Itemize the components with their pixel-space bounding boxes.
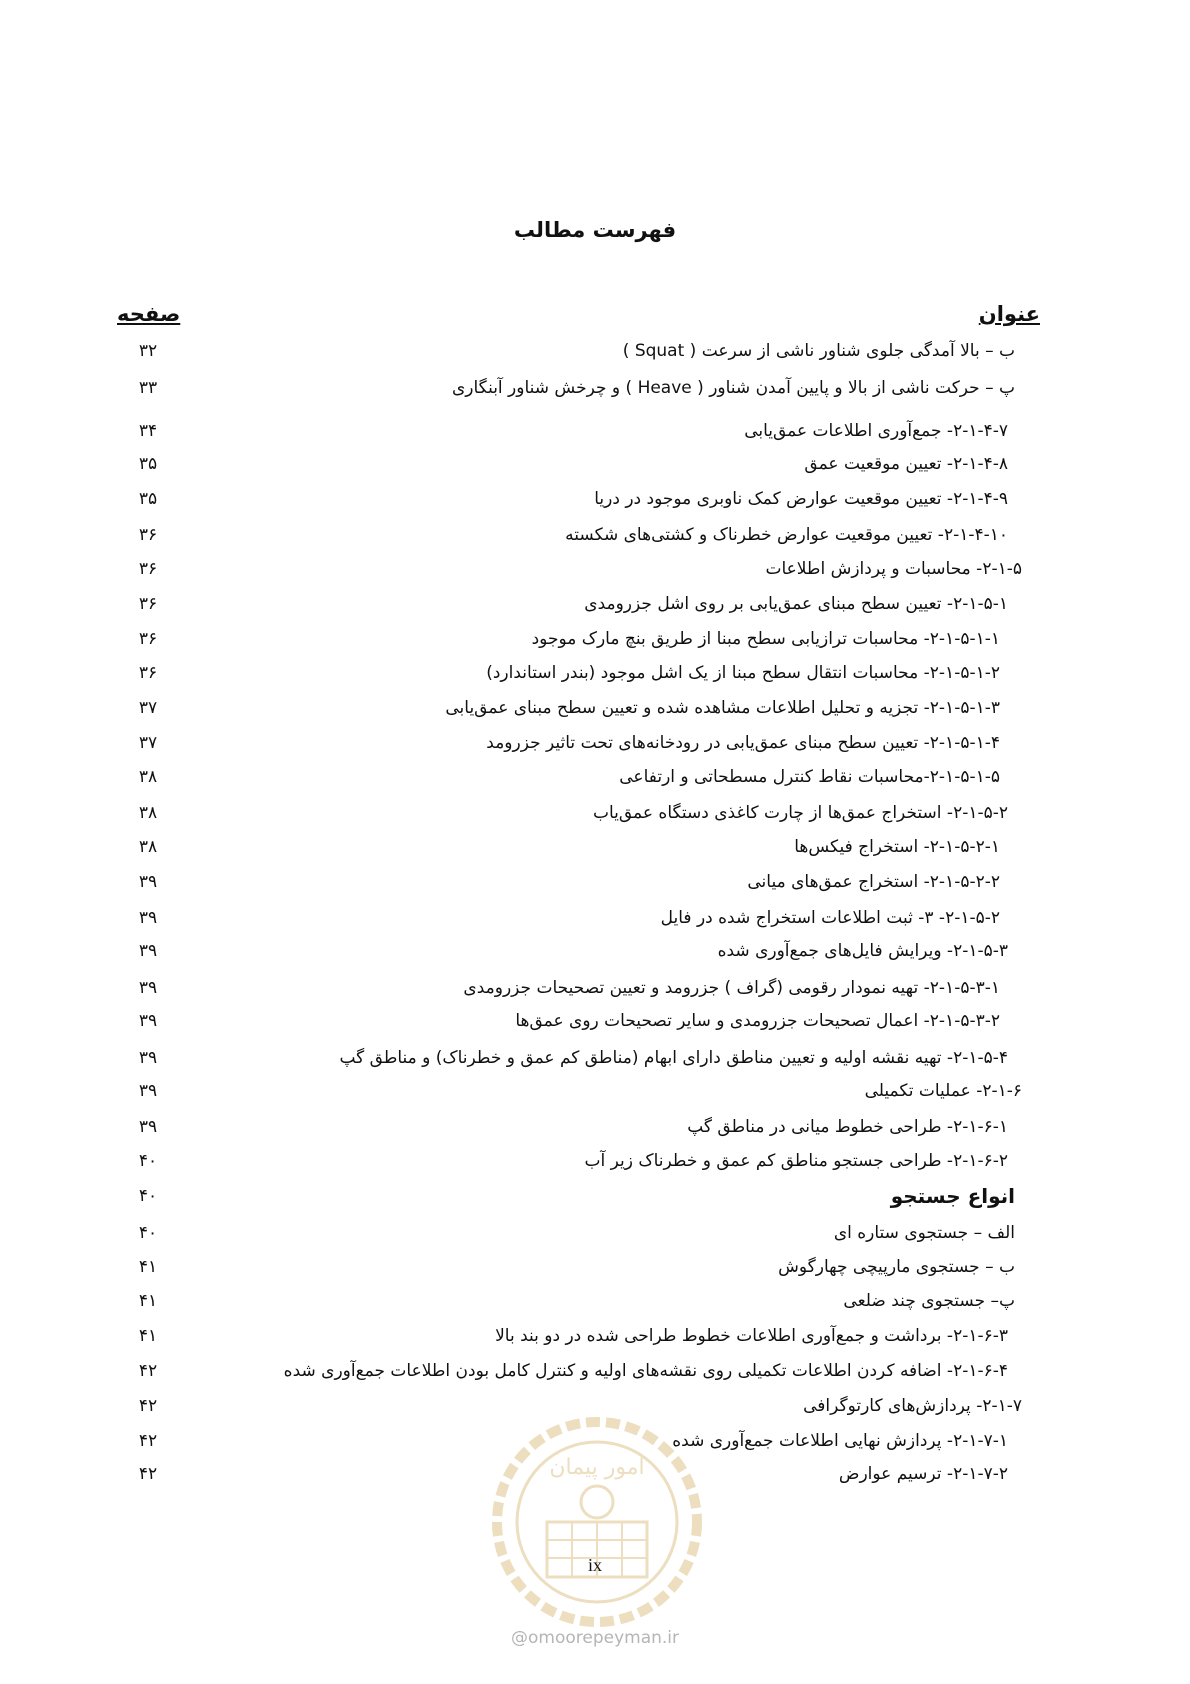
toc-entry — [0, 1323, 1190, 1359]
toc-entry-page: ۳۹ — [138, 872, 158, 892]
toc-entry-page: ۳۲ — [138, 341, 158, 361]
toc-entry — [0, 764, 1190, 800]
toc-entry-page: ۴۱ — [138, 1291, 158, 1311]
toc-entry-title: ۲-۱-۵-۱-۱- محاسبات ترازیابی سطح مبنا از طریق بنچ مارک موجود — [531, 629, 1000, 649]
toc-entry — [0, 1078, 1190, 1114]
toc-entry-page: ۳۴ — [138, 421, 158, 441]
toc-entry — [0, 375, 1190, 411]
toc-entry-title: ۲-۱-۵-۳-۱- تهیه نمودار رقومی (گراف ) جزرومد و تعیین تصحیحات جزرومدی — [463, 978, 1000, 998]
toc-entry-page: ۴۲ — [138, 1464, 158, 1484]
toc-entry-page: ۳۳ — [138, 378, 158, 398]
toc-entry — [0, 626, 1190, 662]
toc-entry — [0, 938, 1190, 974]
toc-entry — [0, 1148, 1190, 1184]
toc-entry-title: ۲-۱-۷-۱- پردازش نهایی اطلاعات جمع‌آوری شده — [672, 1431, 1008, 1451]
toc-entry-page: ۳۹ — [138, 941, 158, 961]
toc-entry-title: ۲-۱-۵-۳- ویرایش فایل‌های جمع‌آوری شده — [717, 941, 1008, 961]
toc-entry — [0, 834, 1190, 870]
toc-entry-title: ۲-۱-۴-۱۰- تعیین موقعیت عوارض خطرناک و کشتی‌های شکسته — [565, 525, 1008, 545]
toc-entry — [0, 869, 1190, 905]
toc-entry-page: ۳۸ — [138, 803, 158, 823]
toc-entry-page: ۳۶ — [138, 559, 158, 579]
toc-entry-page: ۳۹ — [138, 978, 158, 998]
toc-entry-title: ۲-۱-۵-۱-۴- تعیین سطح مبنای عمق‌یابی در رودخانه‌های تحت تاثیر جزرومد — [486, 733, 1000, 753]
toc-entry-page: ۳۶ — [138, 629, 158, 649]
toc-entry — [0, 730, 1190, 766]
toc-entry — [0, 695, 1190, 731]
toc-entry-page: ۴۰ — [138, 1186, 158, 1206]
toc-entry — [0, 660, 1190, 696]
toc-entry — [0, 1254, 1190, 1290]
toc-entry-title: ۲-۱-۶-۱- طراحی خطوط میانی در مناطق گپ — [687, 1117, 1008, 1137]
toc-entry — [0, 1358, 1190, 1394]
toc-entry-page: ۳۵ — [138, 489, 158, 509]
toc-entry-title: ۲-۱-۵-۲-۱- استخراج فیکس‌ها — [794, 837, 1000, 857]
toc-entry-title: ۲-۱-۵-۱-۳- تجزیه و تحلیل اطلاعات مشاهده شده و تعیین سطح مبنای عمق‌یابی — [445, 698, 1000, 718]
toc-entry-page: ۳۶ — [138, 594, 158, 614]
toc-entry-page: ۳۷ — [138, 733, 158, 753]
toc-entry-page: ۳۸ — [138, 837, 158, 857]
toc-entry — [0, 1008, 1190, 1044]
toc-entry-page: ۴۲ — [138, 1361, 158, 1381]
toc-entry-title: ۲-۱-۷- پردازش‌های کارتوگرافی — [803, 1396, 1022, 1416]
toc-entry-title: ب – بالا آمدگی جلوی شناور ناشی از سرعت ( Squat ) — [622, 341, 1015, 361]
toc-entry-title: ۲-۱-۶- عملیات تکمیلی — [864, 1081, 1022, 1101]
toc-entry-title: ۲-۱-۵-۲-۲- استخراج عمق‌های میانی — [747, 872, 1000, 892]
toc-entry-title: پ– جستجوی چند ضلعی — [843, 1291, 1015, 1311]
toc-entry-title: ۲-۱-۵-۱- تعیین سطح مبنای عمق‌یابی بر روی اشل جزرومدی — [584, 594, 1008, 614]
toc-entry-title: ۲-۱-۷-۲- ترسیم عوارض — [838, 1464, 1008, 1484]
toc-entry-title: ۲-۱-۴-۹- تعیین موقعیت عوارض کمک ناوبری موجود در دریا — [594, 489, 1008, 509]
toc-entry-title: انواع جستجو — [890, 1184, 1015, 1208]
toc-entry-page: ۳۹ — [138, 1117, 158, 1137]
toc-entry — [0, 1114, 1190, 1150]
toc-entry-title: ۲-۱-۴-۷- جمع‌آوری اطلاعات عمق‌یابی — [744, 421, 1008, 441]
toc-entry-title: پ – حرکت ناشی از بالا و پایین آمدن شناور ( Heave ) و چرخش شناور آبنگاری — [451, 378, 1015, 398]
watermark-url: @omoorepeyman.ir — [510, 1628, 680, 1648]
toc-entry-title: ۲-۱-۵-۲- استخراج عمق‌ها از چارت کاغذی دستگاه عمق‌یاب — [592, 803, 1008, 823]
page-title: فهرست مطالب — [513, 218, 677, 242]
toc-entry — [0, 1220, 1190, 1256]
toc-entry-page: ۳۹ — [138, 1081, 158, 1101]
toc-entry-page: ۳۸ — [138, 767, 158, 787]
toc-entry-page: ۳۶ — [138, 525, 158, 545]
toc-entry-title: ۲-۱-۶-۴- اضافه کردن اطلاعات تکمیلی روی نقشه‌های اولیه و کنترل کامل بودن اطلاعات جمع‌آوری شده — [283, 1361, 1008, 1381]
toc-entry — [0, 451, 1190, 487]
toc-entry — [0, 1288, 1190, 1324]
toc-entry-page: ۴۲ — [138, 1396, 158, 1416]
toc-entry-title: ۲-۱-۵-۲- ۳- ثبت اطلاعات استخراج شده در فایل — [660, 908, 1000, 928]
toc-entry-title: ۲-۱-۵-۱-۵-محاسبات نقاط کنترل مسطحاتی و ارتفاعی — [619, 767, 1000, 787]
svg-text:امور پیمان: امور پیمان — [549, 1455, 645, 1480]
toc-entry-page: ۴۱ — [138, 1257, 158, 1277]
toc-entry-title: ۲-۱-۴-۸- تعیین موقعیت عمق — [804, 454, 1008, 474]
page-number-footer: ix — [587, 1555, 602, 1575]
toc-entry-title: الف – جستجوی ستاره ای — [833, 1223, 1015, 1243]
toc-entry — [0, 800, 1190, 836]
toc-entry-page: ۴۰ — [138, 1223, 158, 1243]
toc-entry-page: ۳۵ — [138, 454, 158, 474]
toc-entry — [0, 1045, 1190, 1081]
toc-entry-page: ۳۹ — [138, 1011, 158, 1031]
toc-entry-page: ۳۹ — [138, 1048, 158, 1068]
toc-entry-title: ب – جستجوی مارپیچی چهارگوش — [778, 1257, 1015, 1277]
toc-entry-page: ۴۰ — [138, 1151, 158, 1171]
watermark-seal-icon — [487, 1412, 707, 1632]
toc-entry — [0, 338, 1190, 374]
toc-entry — [0, 1183, 1190, 1219]
toc-entry-page: ۴۲ — [138, 1431, 158, 1451]
toc-entry-page: ۴۱ — [138, 1326, 158, 1346]
toc-entry-title: ۲-۱-۵-۱-۲- محاسبات انتقال سطح مبنا از یک اشل موجود (بندر استاندارد) — [486, 663, 1000, 683]
toc-entry — [0, 418, 1190, 454]
toc-entry-page: ۳۹ — [138, 908, 158, 928]
toc-entry-page: ۳۷ — [138, 698, 158, 718]
toc-entry-page: ۳۶ — [138, 663, 158, 683]
toc-entry-title: ۲-۱-۵-۳-۲- اعمال تصحیحات جزرومدی و سایر تصحیحات روی عمق‌ها — [515, 1011, 1000, 1031]
toc-entry — [0, 522, 1190, 558]
toc-entry — [0, 486, 1190, 522]
toc-entry-title: ۲-۱-۶-۳- برداشت و جمع‌آوری اطلاعات خطوط طراحی شده در دو بند بالا — [495, 1326, 1008, 1346]
toc-entry — [0, 556, 1190, 592]
column-header-page: صفحه — [117, 302, 181, 326]
toc-entry-title: ۲-۱-۵-۴- تهیه نقشه اولیه و تعیین مناطق دارای ابهام (مناطق کم عمق و خطرناک) و مناطق گپ — [339, 1048, 1008, 1068]
toc-entry — [0, 591, 1190, 627]
toc-entry — [0, 905, 1190, 941]
toc-entry — [0, 975, 1190, 1011]
toc-entry-title: ۲-۱-۵- محاسبات و پردازش اطلاعات — [765, 559, 1022, 579]
column-header-title: عنوان — [978, 302, 1040, 326]
toc-entry-title: ۲-۱-۶-۲- طراحی جستجو مناطق کم عمق و خطرناک زیر آب — [584, 1151, 1008, 1171]
